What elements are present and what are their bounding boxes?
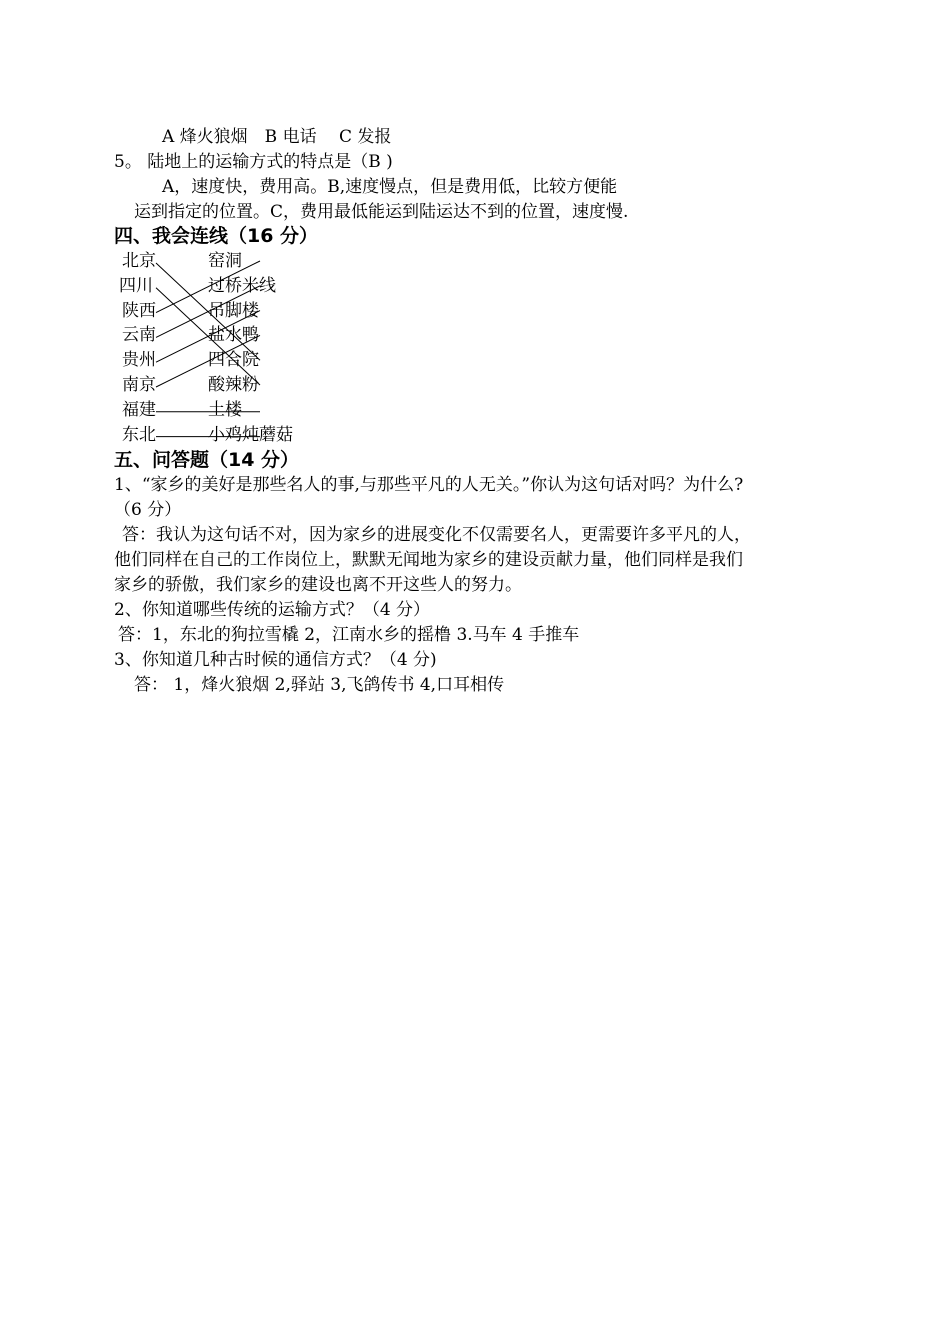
match-right-item: 吊脚楼: [208, 300, 259, 321]
match-left-item: 南京: [122, 375, 156, 395]
match-right-item: 盐水鸭: [208, 325, 259, 346]
matching-exercise: [110, 248, 330, 448]
q5-option-line1: A，速度快，费用高。B,速度慢点，但是费用低，比较方便能: [162, 177, 618, 197]
match-left-item: 福建: [122, 399, 156, 420]
a3: 答： 1，烽火狼烟 2,驿站 3,飞鸽传书 4,口耳相传: [134, 675, 505, 695]
q2: 2、你知道哪些传统的运输方式？（4 分）: [114, 600, 431, 620]
q3: 3、你知道几种古时候的通信方式？（4 分): [114, 650, 437, 670]
match-left-item: 北京: [122, 251, 156, 271]
a1-line3: 家乡的骄傲，我们家乡的建设也离不开这些人的努力。: [114, 575, 522, 595]
match-right-item: 土楼: [208, 399, 242, 420]
match-right-item: 小鸡炖蘑菇: [208, 424, 293, 445]
match-right-item: 过桥米线: [208, 275, 276, 296]
match-right-item: 四合院: [208, 350, 259, 371]
match-right-item: 窑洞: [208, 251, 242, 271]
match-left-item: 贵州: [122, 350, 156, 371]
q5-option-line2: 运到指定的位置。C，费用最低能运到陆运达不到的位置，速度慢.: [134, 202, 629, 222]
q1-line2: （6 分）: [114, 500, 182, 520]
a1-line2: 他们同样在自己的工作岗位上，默默无闻地为家乡的建设贡献力量，他们同样是我们: [114, 550, 743, 570]
match-left-item: 云南: [122, 325, 156, 346]
q1-line1: 1、“家乡的美好是那些名人的事,与那些平凡的人无关。”你认为这句话对吗？为什么?: [114, 475, 744, 495]
match-left-item: 东北: [122, 424, 156, 445]
match-right-item: 酸辣粉: [208, 375, 259, 395]
match-left-item: 四川: [119, 275, 153, 296]
section4-title: 四、我会连线（16 分）: [114, 225, 319, 247]
a1-line1: 答：我认为这句话不对，因为家乡的进展变化不仅需要名人，更需要许多平凡的人，: [122, 525, 751, 545]
match-left-item: 陕西: [122, 300, 156, 321]
section5-title: 五、问答题（14 分）: [114, 449, 300, 471]
q5-question: 5。 陆地上的运输方式的特点是（B ): [114, 152, 393, 172]
a2: 答：1，东北的狗拉雪橇 2，江南水乡的摇橹 3.马车 4 手推车: [118, 625, 580, 645]
q4-options: A 烽火狼烟 B 电话 C 发报: [162, 127, 392, 147]
